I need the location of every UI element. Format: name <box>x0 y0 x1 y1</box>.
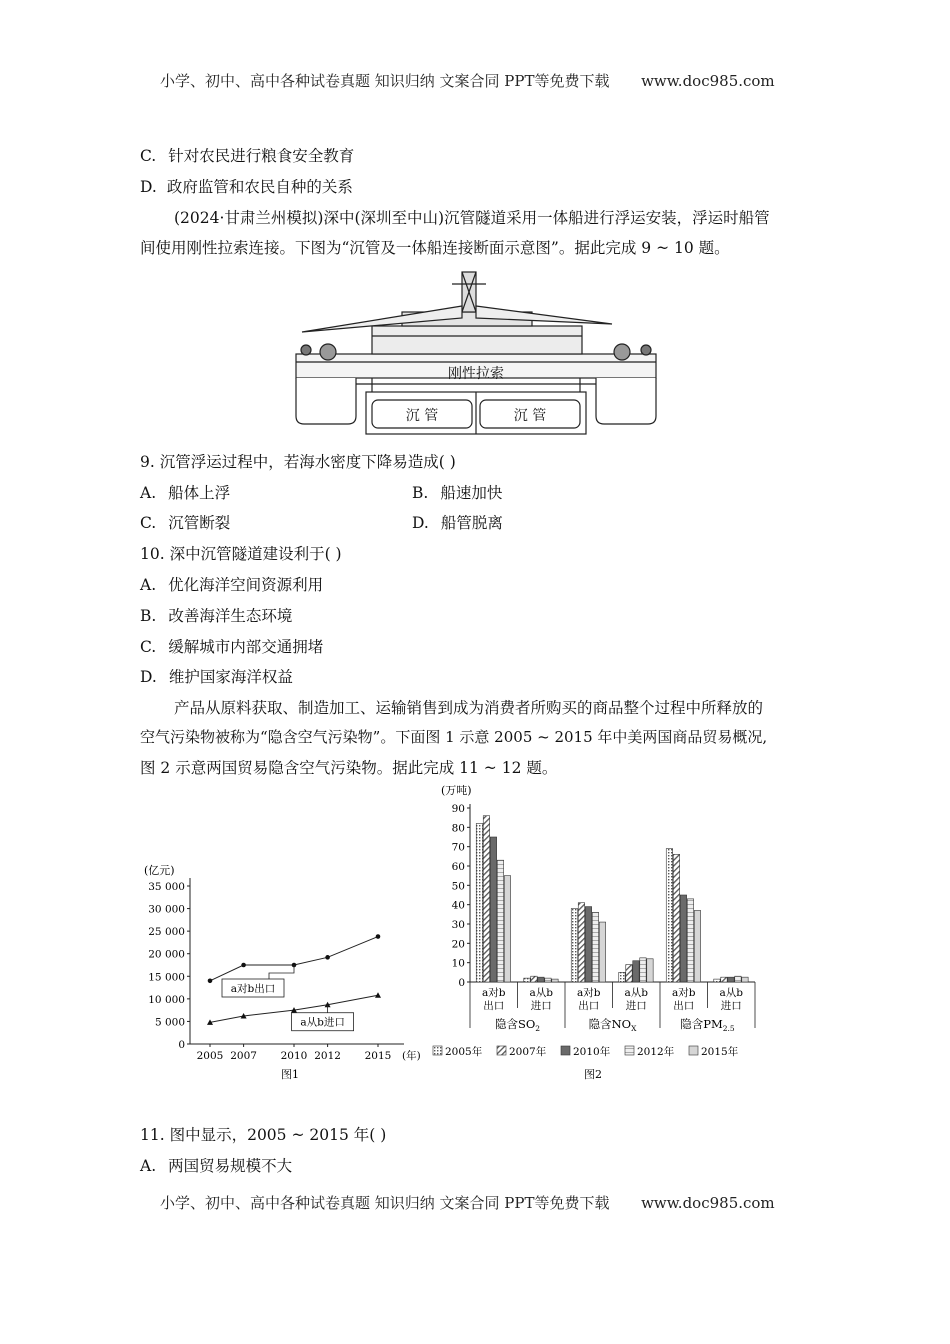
passage2-line2: 空气污染物被称为“隐含空气污染物”。下面图 1 示意 2005 ~ 2015 年中美两国商品贸易概况, <box>140 728 768 746</box>
fig2-bar <box>476 823 482 982</box>
fig2-bar <box>585 907 591 982</box>
fig2-bar <box>735 976 741 982</box>
fig2-bar <box>578 903 584 982</box>
pipe-left-label: 沉 管 <box>405 408 439 424</box>
fig1-callout-line <box>269 965 294 979</box>
fig2-category-label: a对b <box>577 987 601 999</box>
fig2-category-label: 进口 <box>720 1000 742 1012</box>
fig2-category-label: 出口 <box>673 1000 695 1012</box>
fig2-title: 图2 <box>584 1068 602 1081</box>
figure1-line-chart <box>140 858 440 1088</box>
fig2-ytick-label: 40 <box>451 899 465 912</box>
fig1-ytick-label: 30 000 <box>148 903 185 916</box>
passage2-line1: 产品从原料获取、制造加工、运输销售到成为消费者所购买的商品整个过程中所释放的 <box>174 699 764 717</box>
fig2-ytick-label: 90 <box>451 803 465 815</box>
figure2-bar-chart <box>425 780 770 1090</box>
fig2-bar <box>545 978 551 982</box>
header-text: 小学、初中、高中各种试卷真题 知识归纳 文案合同 PPT等免费下载 <box>160 72 610 90</box>
fig2-ytick-label: 0 <box>458 977 465 989</box>
passage1-line1: (2024·甘肃兰州模拟)深中(深圳至中山)沉管隧道采用一体船进行浮运安装，浮运时船管 <box>174 209 770 227</box>
fig2-bar <box>552 979 558 982</box>
fig2-legend-label: 2010年 <box>573 1046 611 1058</box>
fig2-category-label: 出口 <box>578 1000 600 1012</box>
fig2-bar <box>490 837 496 982</box>
fig1-series-line <box>210 937 378 981</box>
fig2-bar <box>673 854 679 982</box>
fig1-title: 图1 <box>281 1068 299 1081</box>
passage1-line2: 间使用刚性拉索连接。下图为“沉管及一体船连接断面示意图”。据此完成 9 ~ 10 题。 <box>140 239 730 257</box>
fig1-point <box>208 979 213 984</box>
fig1-ytick-label: 15 000 <box>148 971 185 984</box>
fig2-bar <box>538 977 544 982</box>
fig2-legend-swatch <box>625 1046 634 1055</box>
fig2-bar <box>721 977 727 982</box>
fig2-bar <box>680 895 686 982</box>
fig2-bar <box>666 849 672 982</box>
fig1-point <box>375 992 381 998</box>
fig1-ytick-label: 20 000 <box>148 948 185 961</box>
q10-stem: 10. 深中沉管隧道建设利于( ) <box>140 545 342 563</box>
page-header <box>160 70 775 91</box>
fig1-series-label: a对b出口 <box>230 983 276 995</box>
fig2-legend-swatch <box>497 1046 506 1055</box>
fig1-xlabel: (年) <box>402 1050 421 1062</box>
ship-pipe-diagram <box>292 266 660 438</box>
fig1-ylabel: (亿元) <box>144 864 175 877</box>
fig1-ytick-label: 0 <box>178 1039 185 1051</box>
fig2-ytick-label: 30 <box>451 919 465 931</box>
q9-option-d[interactable]: D. 船管脱离 <box>412 514 503 532</box>
fig1-ytick-label: 5 000 <box>154 1016 185 1029</box>
fig1-point <box>241 963 246 968</box>
q9-option-a[interactable]: A. 船体上浮 <box>140 484 231 502</box>
prev-option-d: D. 政府监管和农民自种的关系 <box>140 178 353 196</box>
fig2-category-label: a对b <box>672 987 696 999</box>
fig2-ytick-label: 50 <box>451 880 465 893</box>
fig2-bar <box>524 978 530 982</box>
fig2-category-label: a对b <box>482 987 506 999</box>
fig2-category-label: a从b <box>719 987 743 999</box>
fig2-bar <box>619 972 625 982</box>
fig2-bar <box>599 922 605 982</box>
q11-option-a[interactable]: A. 两国贸易规模不大 <box>140 1157 293 1175</box>
fig2-category-label: 进口 <box>625 1000 647 1012</box>
fig1-ytick-label: 35 000 <box>148 881 185 893</box>
fig2-ytick-label: 60 <box>451 861 465 873</box>
fig2-bar <box>728 977 734 982</box>
fig2-category-label: 出口 <box>483 1000 505 1012</box>
fig1-xtick-label: 2010 <box>280 1050 308 1062</box>
q9-option-c[interactable]: C. 沉管断裂 <box>140 514 231 532</box>
fig2-bar <box>626 965 632 982</box>
fig2-legend-label: 2007年 <box>509 1046 547 1058</box>
page-footer <box>160 1192 775 1213</box>
fig1-ytick-label: 10 000 <box>148 993 185 1006</box>
fig1-ytick-label: 25 000 <box>148 926 185 939</box>
fig2-category-label: a从b <box>529 987 553 999</box>
fig2-group-label: 隐含$SO_2$ <box>494 1017 541 1033</box>
fig2-bar <box>571 909 577 982</box>
cable-label: 刚性拉索 <box>448 366 504 382</box>
fig2-bar <box>647 959 653 982</box>
fig1-xtick-label: 2007 <box>230 1050 257 1062</box>
fig1-point <box>325 955 330 960</box>
fig2-category-label: 进口 <box>530 1000 552 1012</box>
fig2-legend-swatch <box>433 1046 442 1055</box>
fig2-legend-label: 2012年 <box>637 1046 675 1058</box>
fig2-ytick-label: 10 <box>451 957 465 970</box>
fig1-xtick-label: 2005 <box>196 1050 224 1062</box>
header-site[interactable]: www.doc985.com <box>641 72 775 90</box>
q10-option-d[interactable]: D. 维护国家海洋权益 <box>140 668 293 686</box>
pipe-right-label: 沉 管 <box>513 408 547 424</box>
fig2-bar <box>687 899 693 982</box>
prev-option-c: C. 针对农民进行粮食安全教育 <box>140 147 355 165</box>
passage2-line3: 图 2 示意两国贸易隐含空气污染物。据此完成 11 ~ 12 题。 <box>140 759 558 777</box>
fig2-ytick-label: 70 <box>451 841 465 854</box>
fig2-legend-swatch <box>561 1046 570 1055</box>
fig2-bar <box>504 876 510 982</box>
fig2-bar <box>694 910 700 982</box>
q9-stem: 9. 沉管浮运过程中，若海水密度下降易造成( ) <box>140 453 456 471</box>
fig2-bar <box>640 958 646 982</box>
fig2-category-label: a从b <box>624 987 648 999</box>
q10-option-a[interactable]: A. 优化海洋空间资源利用 <box>140 576 324 594</box>
fig2-bar <box>633 961 639 982</box>
q9-option-b[interactable]: B. 船速加快 <box>412 484 503 502</box>
q10-option-c[interactable]: C. 缓解城市内部交通拥堵 <box>140 638 324 656</box>
footer-site[interactable]: www.doc985.com <box>641 1194 775 1212</box>
fig2-bar <box>714 979 720 982</box>
fig2-bar <box>497 860 503 982</box>
fig2-group-label: 隐含$PM_{2.5}$ <box>680 1017 735 1033</box>
fig2-bar <box>483 816 489 982</box>
fig1-point <box>376 934 381 939</box>
q11-stem: 11. 图中显示，2005 ~ 2015 年( ) <box>140 1126 387 1144</box>
fig2-bar <box>742 977 748 982</box>
fig2-bar <box>592 912 598 982</box>
fig2-ytick-label: 80 <box>451 822 465 835</box>
fig2-group-label: 隐含$NO_X$ <box>588 1017 637 1033</box>
fig1-series-label: a从b进口 <box>300 1016 345 1029</box>
fig2-legend-label: 2005年 <box>445 1046 483 1058</box>
footer-text: 小学、初中、高中各种试卷真题 知识归纳 文案合同 PPT等免费下载 <box>160 1194 610 1212</box>
q10-option-b[interactable]: B. 改善海洋生态环境 <box>140 607 293 625</box>
fig2-legend-swatch <box>689 1046 698 1055</box>
fig2-ytick-label: 20 <box>451 938 465 951</box>
fig1-xtick-label: 2015 <box>364 1050 392 1062</box>
fig1-xtick-label: 2012 <box>314 1050 341 1062</box>
fig2-legend-label: 2015年 <box>701 1046 739 1058</box>
fig2-ylabel: (万吨) <box>441 784 472 797</box>
fig2-bar <box>531 976 537 982</box>
